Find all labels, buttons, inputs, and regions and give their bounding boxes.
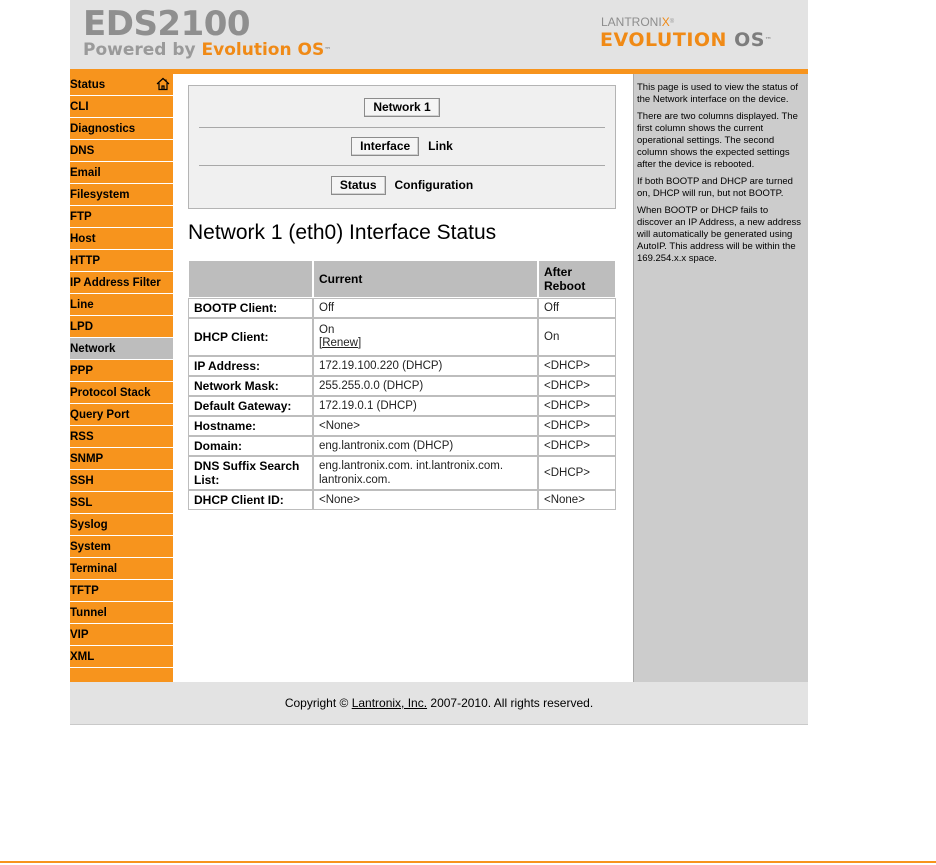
row-after: <None>: [538, 490, 616, 510]
logo-os-b: OS: [734, 29, 765, 51]
row-label: DHCP Client:: [188, 318, 313, 356]
tab-divider: [199, 127, 605, 128]
help-paragraph: There are two columns displayed. The first column shows the current operational settings. The second column shows the expected settings after the device is rebooted.: [637, 111, 798, 170]
tab-interface[interactable]: Interface: [351, 137, 419, 156]
row-current: 172.19.100.220 (DHCP): [313, 356, 538, 376]
sidebar-item-filesystem[interactable]: Filesystem: [70, 184, 173, 206]
row-label: DHCP Client ID:: [188, 490, 313, 510]
row-label: BOOTP Client:: [188, 298, 313, 318]
row-current: 172.19.0.1 (DHCP): [313, 396, 538, 416]
status-table: [188, 260, 616, 510]
row-current: 255.255.0.0 (DHCP): [313, 376, 538, 396]
copyright-suffix: 2007-2010. All rights reserved.: [427, 696, 594, 710]
sidebar-item-tftp[interactable]: TFTP: [70, 580, 173, 602]
logo-company-a: LANTRONI: [601, 15, 662, 29]
table-header-current: Current: [313, 260, 538, 298]
row-current: Off: [313, 298, 538, 318]
help-paragraph: This page is used to view the status of the Network interface on the device.: [637, 82, 799, 105]
row-after: Off: [538, 298, 616, 318]
sidebar-item-rss[interactable]: RSS: [70, 426, 173, 448]
logo-company-x: X: [661, 15, 670, 29]
sidebar-item-snmp[interactable]: SNMP: [70, 448, 173, 470]
header: [70, 0, 808, 69]
footer: [70, 682, 808, 725]
table-header-label: [188, 260, 313, 298]
sidebar-item-terminal[interactable]: Terminal: [70, 558, 173, 580]
tab-divider: [199, 165, 605, 166]
help-paragraph: If both BOOTP and DHCP are turned on, DHCP will run, but not BOOTP.: [637, 176, 793, 199]
subtitle-prefix: Powered by: [83, 40, 202, 60]
table-row: [188, 356, 616, 376]
sidebar-item-syslog[interactable]: Syslog: [70, 514, 173, 536]
app-frame: [70, 0, 808, 725]
row-current: eng.lantronix.com. int.lantronix.com. lantronix.com.: [313, 456, 538, 490]
row-current: eng.lantronix.com (DHCP): [313, 436, 538, 456]
row-current: [313, 318, 538, 356]
row-label: Hostname:: [188, 416, 313, 436]
sidebar: [70, 74, 173, 682]
renew-link[interactable]: [Renew]: [319, 337, 362, 349]
lantronix-logo-text: [601, 16, 674, 29]
row-current: <None>: [313, 490, 538, 510]
table-header-row: [188, 260, 616, 298]
table-row: [188, 396, 616, 416]
sidebar-item-protocol-stack[interactable]: Protocol Stack: [70, 382, 173, 404]
row-label: Network Mask:: [188, 376, 313, 396]
content-row: [70, 74, 808, 682]
sidebar-item-system[interactable]: System: [70, 536, 173, 558]
tab-row-interface: [189, 137, 615, 156]
row-label: IP Address:: [188, 356, 313, 376]
sidebar-item-label: Status: [70, 79, 106, 91]
row-after: <DHCP>: [538, 356, 616, 376]
sidebar-item-xml[interactable]: XML: [70, 646, 173, 668]
help-panel: [633, 74, 808, 682]
sidebar-item-status[interactable]: [70, 74, 173, 96]
row-after: <DHCP>: [538, 436, 616, 456]
tab-row-network: [189, 98, 615, 117]
row-after: <DHCP>: [538, 396, 616, 416]
evolution-os-logo: [600, 29, 772, 51]
logo-reg: ®: [669, 19, 675, 25]
sidebar-item-lpd[interactable]: LPD: [70, 316, 173, 338]
table-row: [188, 298, 616, 318]
lantronix-link[interactable]: Lantronix, Inc.: [351, 696, 428, 710]
product-subtitle: [83, 40, 331, 60]
sidebar-item-vip[interactable]: VIP: [70, 624, 173, 646]
product-title: EDS2100: [83, 4, 251, 44]
sidebar-item-dns[interactable]: DNS: [70, 140, 173, 162]
table-row: [188, 456, 616, 490]
row-after: <DHCP>: [538, 376, 616, 396]
tab-configuration[interactable]: Configuration: [394, 178, 474, 192]
sidebar-item-network[interactable]: Network: [70, 338, 173, 360]
sidebar-item-email[interactable]: Email: [70, 162, 173, 184]
logo-tm: ™: [764, 36, 773, 44]
table-row: [188, 490, 616, 510]
copyright-prefix: Copyright ©: [284, 696, 352, 710]
table-row: [188, 376, 616, 396]
page-bottom-rule: [0, 861, 936, 863]
row-label: Domain:: [188, 436, 313, 456]
tab-network-1[interactable]: Network 1: [364, 98, 439, 117]
tab-box: [188, 85, 616, 209]
row-after: <DHCP>: [538, 456, 616, 490]
row-label: Default Gateway:: [188, 396, 313, 416]
page-title: Network 1 (eth0) Interface Status: [188, 221, 497, 244]
home-icon[interactable]: [156, 77, 170, 91]
sidebar-item-query-port[interactable]: Query Port: [70, 404, 173, 426]
sidebar-item-http[interactable]: HTTP: [70, 250, 173, 272]
help-paragraph: When BOOTP or DHCP fails to discover an IP Address, a new address will automatically be generated using AutoIP. This address will be within the 169.254.x.x space.: [637, 205, 802, 264]
sidebar-item-tunnel[interactable]: Tunnel: [70, 602, 173, 624]
sidebar-item-ssh[interactable]: SSH: [70, 470, 173, 492]
logo-os-a: EVOLUTION: [600, 29, 735, 51]
row-current-value: On: [319, 324, 335, 336]
table-header-after-reboot: After Reboot: [538, 260, 616, 298]
subtitle-tm: ™: [324, 46, 332, 54]
tab-row-status: [189, 176, 615, 195]
row-after: On: [538, 318, 616, 356]
tab-link[interactable]: Link: [428, 139, 453, 153]
subtitle-os: Evolution OS: [201, 40, 325, 60]
main-panel: [173, 74, 633, 682]
sidebar-item-ip-address-filter[interactable]: IP Address Filter: [70, 272, 173, 294]
sidebar-item-diagnostics[interactable]: Diagnostics: [70, 118, 173, 140]
tab-status[interactable]: Status: [331, 176, 386, 195]
sidebar-item-ftp[interactable]: FTP: [70, 206, 173, 228]
row-label: DNS Suffix Search List:: [188, 456, 313, 490]
sidebar-item-ppp[interactable]: PPP: [70, 360, 173, 382]
row-after: <DHCP>: [538, 416, 616, 436]
sidebar-item-line[interactable]: Line: [70, 294, 173, 316]
table-row: [188, 436, 616, 456]
table-row: [188, 416, 616, 436]
sidebar-item-host[interactable]: Host: [70, 228, 173, 250]
row-current: <None>: [313, 416, 538, 436]
sidebar-item-cli[interactable]: CLI: [70, 96, 173, 118]
sidebar-item-ssl[interactable]: SSL: [70, 492, 173, 514]
table-row: [188, 318, 616, 356]
